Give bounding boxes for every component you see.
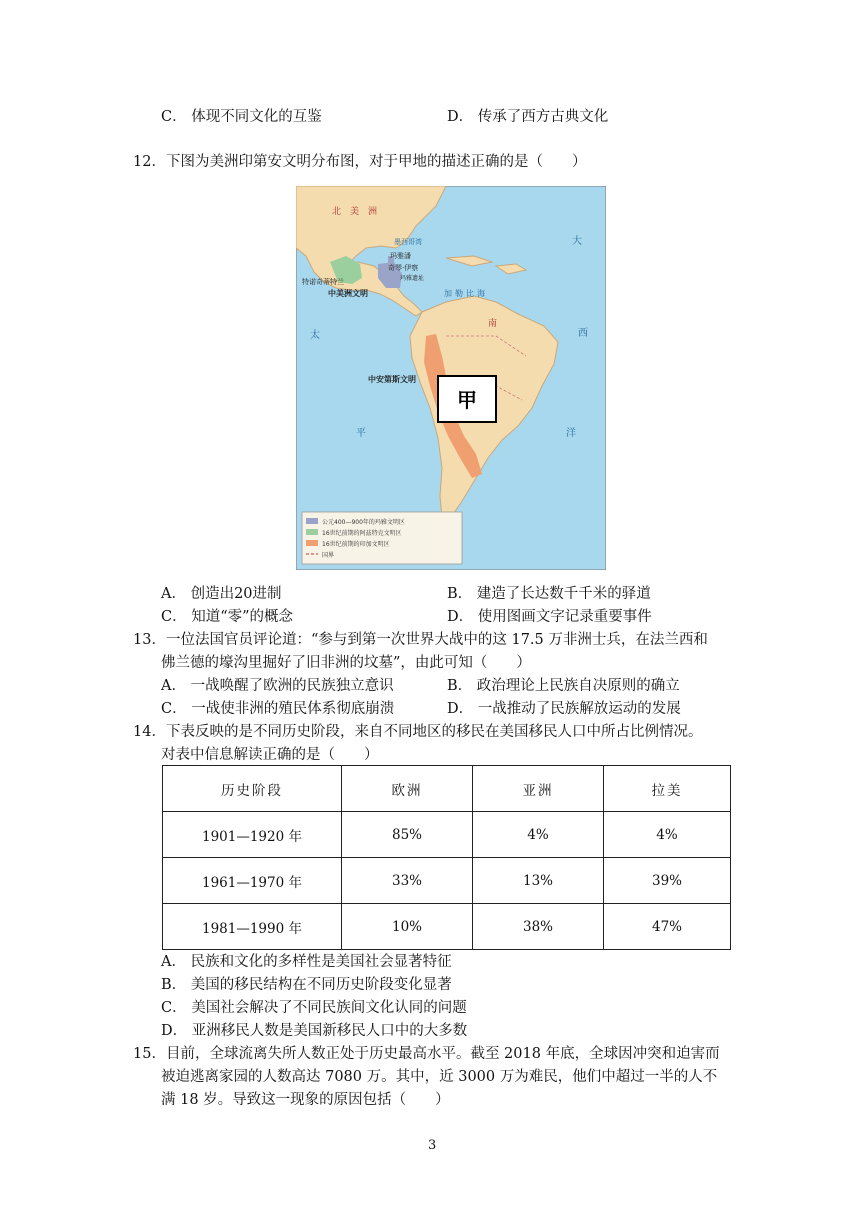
legend-border: 国界	[322, 552, 335, 559]
q15-line-2: 被迫逃离家园的人数高达 7080 万。其中，近 3000 万为难民，他们中超过一半的人不	[161, 1069, 718, 1085]
header-period: 历史阶段	[163, 766, 342, 812]
label-chichen: 奇琴·伊察	[388, 264, 419, 272]
q12-option-c: C． 知道“零”的概念	[161, 609, 294, 625]
q13-option-a: A． 一战唤醒了欧洲的民族独立意识	[161, 678, 394, 694]
q13-option-d: D． 一战推动了民族解放运动的发展	[447, 701, 681, 717]
cell-europe: 10%	[342, 904, 473, 950]
label-south: 南	[488, 319, 498, 329]
label-atlantic-2: 西	[578, 328, 588, 339]
q14-stem-line-2: 对表中信息解读正确的是（ ）	[161, 747, 379, 763]
q13-option-b: B． 政治理论上民族自决原则的确立	[447, 678, 680, 694]
cell-period: 1901—1920 年	[163, 812, 342, 858]
legend-maya: 公元400—900年的玛雅文明区	[322, 519, 405, 526]
cell-period: 1961—1970 年	[163, 858, 342, 904]
page-number: 3	[428, 1138, 437, 1153]
q13-option-c: C． 一战使非洲的殖民体系彻底崩溃	[161, 701, 395, 717]
q13-stem-line-1: 13．一位法国官员评论道：“参与到第一次世界大战中的这 17.5 万非洲士兵，在法兰西和	[133, 632, 708, 648]
q12-stem: 12．下图为美洲印第安文明分布图，对于甲地的描述正确的是（ ）	[133, 154, 587, 170]
cell-latam: 4%	[604, 812, 731, 858]
cell-asia: 4%	[473, 812, 604, 858]
q14-option-b: B． 美国的移民结构在不同历史阶段变化显著	[161, 977, 452, 993]
table-header-row	[163, 766, 731, 812]
cell-europe: 85%	[342, 812, 473, 858]
label-mexico-gulf: 墨西哥湾	[394, 238, 422, 246]
q14-option-d: D． 亚洲移民人数是美国新移民人口中的大多数	[161, 1023, 468, 1039]
label-meso: 中美洲文明	[328, 289, 368, 298]
cell-asia: 38%	[473, 904, 604, 950]
jia-label: 甲	[457, 388, 477, 412]
legend-inca: 16世纪前期的印加文明区	[322, 541, 390, 548]
label-caribbean: 加勒比海	[444, 289, 488, 298]
q14-option-a: A． 民族和文化的多样性是美国社会显著特征	[161, 954, 452, 970]
q12-option-b: B． 建造了长达数千千米的驿道	[447, 586, 651, 602]
table-row	[163, 812, 731, 858]
q12-option-d: D． 使用图画文字记录重要事件	[447, 609, 652, 625]
label-teotihuacan: 特诺奇蒂特兰	[302, 278, 344, 286]
label-atlantic-3: 洋	[566, 428, 576, 439]
immigration-table	[162, 765, 731, 950]
q15-line-1: 15．目前，全球流离失所人数正处于历史最高水平。截至 2018 年底，全球因冲突和迫害而	[133, 1046, 720, 1062]
header-europe: 欧洲	[342, 766, 473, 812]
cell-latam: 39%	[604, 858, 731, 904]
americas-civilization-map	[296, 186, 606, 570]
header-latam: 拉美	[604, 766, 731, 812]
label-pacific-2: 平	[356, 428, 366, 439]
label-mayapan: 玛雅潘	[390, 252, 411, 260]
q15-line-3: 满 18 岁。导致这一现象的原因包括（ ）	[161, 1092, 450, 1108]
label-atlantic-1: 大	[572, 236, 582, 247]
cell-asia: 13%	[473, 858, 604, 904]
label-andes: 中安第斯文明	[368, 375, 416, 384]
cell-europe: 33%	[342, 858, 473, 904]
header-asia: 亚洲	[473, 766, 604, 812]
cell-latam: 47%	[604, 904, 731, 950]
table-row	[163, 858, 731, 904]
q14-option-c: C． 美国社会解决了不同民族间文化认同的问题	[161, 1000, 467, 1016]
q13-stem-line-2: 佛兰德的壕沟里掘好了旧非洲的坟墓”，由此可知（ ）	[161, 655, 531, 671]
label-pacific-1: 太	[310, 330, 320, 341]
q12-option-a: A． 创造出20进制	[161, 586, 282, 602]
label-maya-ruins: 玛雅遗址	[400, 275, 425, 282]
label-north-america: 北 美 洲	[332, 207, 378, 217]
cell-period: 1981—1990 年	[163, 904, 342, 950]
q14-stem-line-1: 14．下表反映的是不同历史阶段，来自不同地区的移民在美国移民人口中所占比例情况。	[133, 724, 703, 740]
legend-aztec: 16世纪前期的阿兹特克文明区	[322, 530, 402, 537]
q11-option-d: D． 传承了西方古典文化	[447, 109, 609, 125]
table-row	[163, 904, 731, 950]
q11-option-c: C． 体现不同文化的互鉴	[161, 109, 322, 125]
